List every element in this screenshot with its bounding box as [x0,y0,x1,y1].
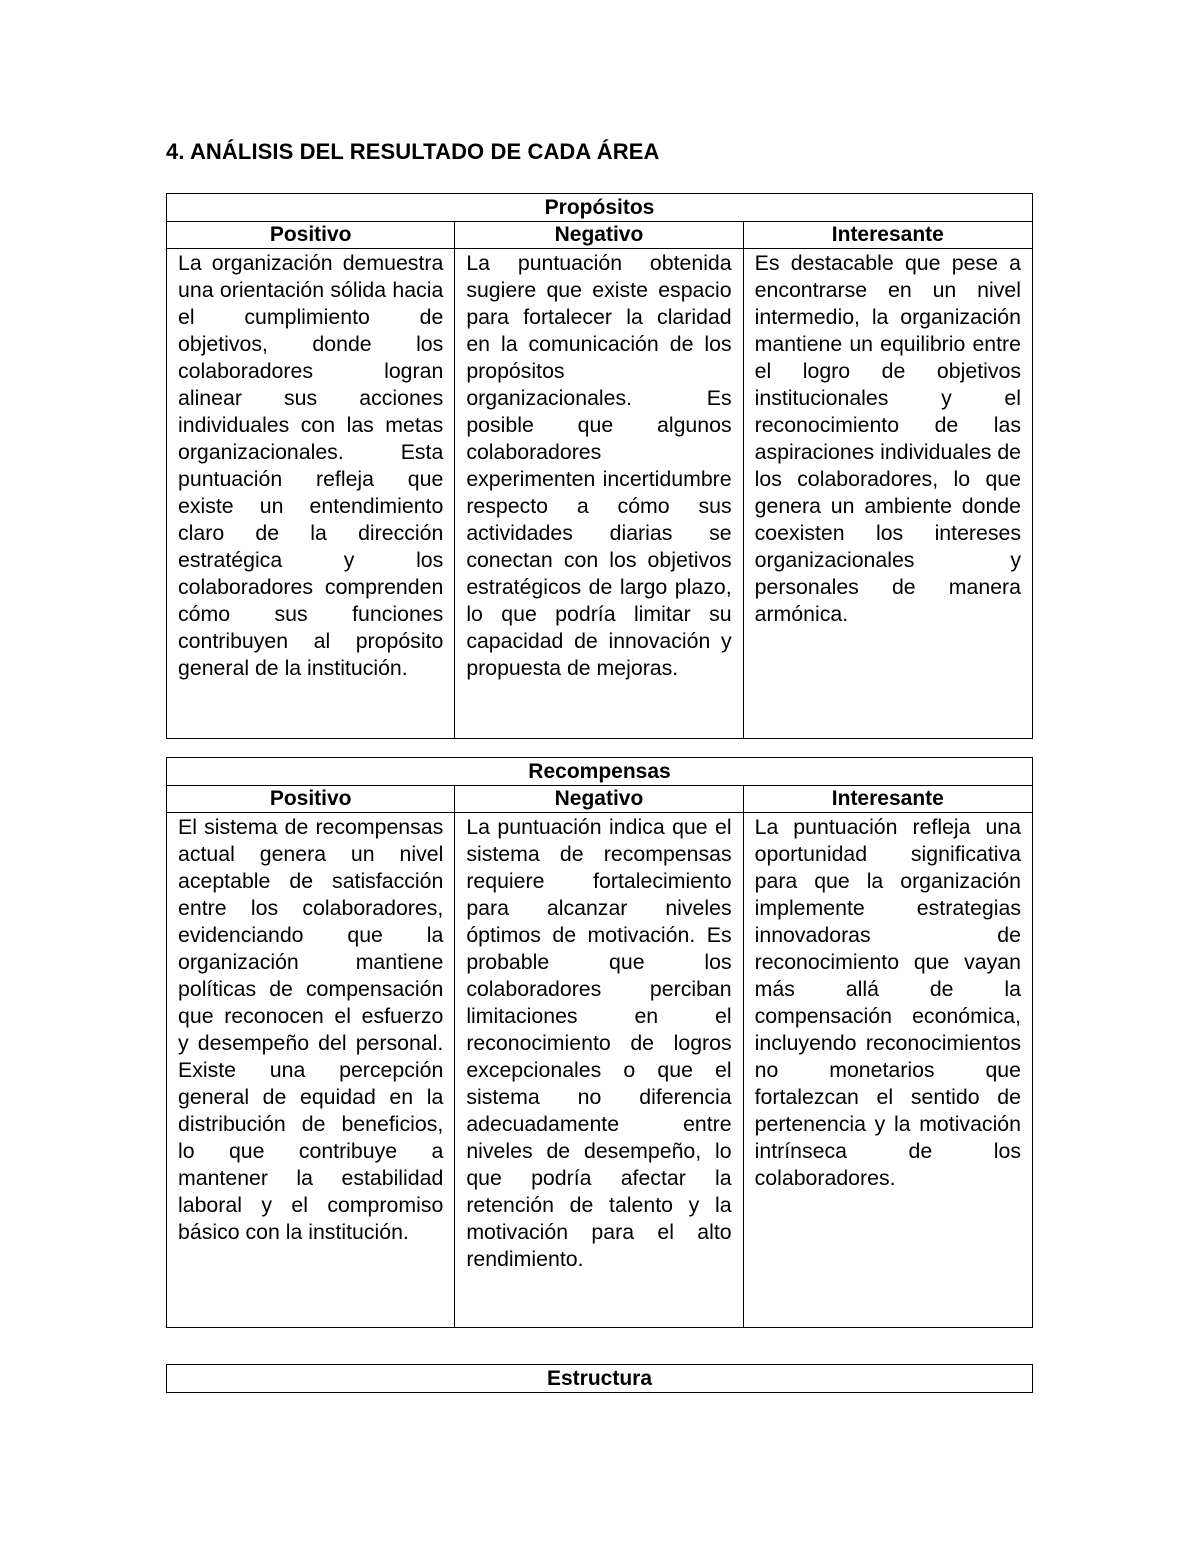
column-header-interesante: Interesante [743,786,1032,813]
cell-negativo: La puntuación indica que el sistema de recompensas requiere fortalecimiento para alcanzar niveles óptimos de motivación. Es probable que los colaboradores perciban limitaciones en el reconocimiento de logros excepcionales o que el sistema no diferencia adecuadamente entre niveles de desempeño, lo que podría afectar la retención de talento y la motivación para el alto rendimiento. [455,813,743,1328]
area-title: Estructura [167,1365,1033,1393]
column-header-negativo: Negativo [455,222,743,249]
page-heading: 4. ANÁLISIS DEL RESULTADO DE CADA ÁREA [166,139,660,164]
area-table-estructura [166,1364,1033,1393]
cell-negativo: La puntuación obtenida sugiere que existe espacio para fortalecer la claridad en la comunicación de los propósitos organizacionales. Es posible que algunos colaboradores experimenten incertidumbre respecto a cómo sus actividades diarias se conectan con los objetivos estratégicos de largo plazo, lo que podría limitar su capacidad de innovación y propuesta de mejoras. [455,249,743,739]
cell-interesante: Es destacable que pese a encontrarse en un nivel intermedio, la organización mantiene un equilibrio entre el logro de objetivos institucionales y el reconocimiento de las aspiraciones individuales de los colaboradores, lo que genera un ambiente donde coexisten los intereses organizacionales y personales de manera armónica. [743,249,1032,739]
column-header-positivo: Positivo [167,786,455,813]
column-header-interesante: Interesante [743,222,1032,249]
area-table-recompensas [166,757,1033,1328]
column-header-negativo: Negativo [455,786,743,813]
cell-positivo: La organización demuestra una orientación sólida hacia el cumplimiento de objetivos, donde los colaboradores logran alinear sus acciones individuales con las metas organizacionales. Esta puntuación refleja que existe un entendimiento claro de la dirección estratégica y los colaboradores comprenden cómo sus funciones contribuyen al propósito general de la institución. [167,249,455,739]
cell-positivo: El sistema de recompensas actual genera un nivel aceptable de satisfacción entre los colaboradores, evidenciando que la organización mantiene políticas de compensación que reconocen el esfuerzo y desempeño del personal. Existe una percepción general de equidad en la distribución de beneficios, lo que contribuye a mantener la estabilidad laboral y el compromiso básico con la institución. [167,813,455,1328]
area-title: Propósitos [167,194,1033,222]
area-table-propositos [166,193,1033,739]
cell-interesante: La puntuación refleja una oportunidad significativa para que la organización implemente estrategias innovadoras de reconocimiento que vayan más allá de la compensación económica, incluyendo reconocimientos no monetarios que fortalezcan el sentido de pertenencia y la motivación intrínseca de los colaboradores. [743,813,1032,1328]
column-header-positivo: Positivo [167,222,455,249]
area-title: Recompensas [167,758,1033,786]
